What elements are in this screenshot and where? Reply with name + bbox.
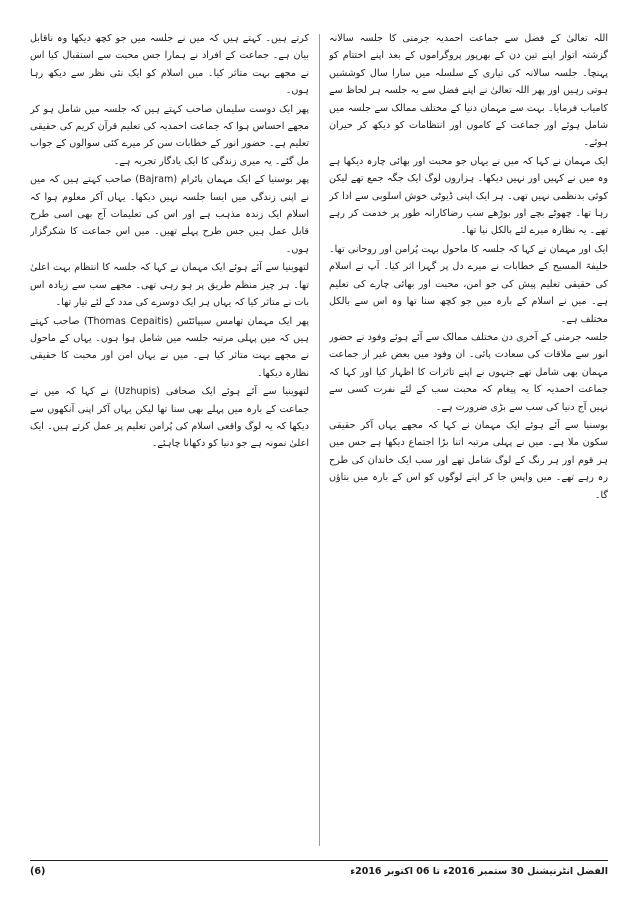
paragraph: پھر ایک مہمان تھامس سیپائٹس (Thomas Cepaitis) صاحب کہتے ہیں کہ میں پہلی مرتبہ جلسہ میں شامل ہوا ہوں۔ یہاں کے ماحول نے مجھے بہت متاثر کیا ہے۔ میں نے یہاں امن اور محبت کا حقیقی نظارہ دیکھا۔ bbox=[30, 315, 309, 379]
paragraph: اللہ تعالیٰ کے فضل سے جماعت احمدیہ جرمنی کا جلسہ سالانہ گزشتہ اتوار اپنے تین دن کے بھرپور پروگراموں کے بعد اپنے اختتام کو پہنچا۔ جلسہ سالانہ کی تیاری کے سلسلہ میں سارا سال کوششیں ہوتی رہیں اور پھر اللہ تعالیٰ نے اپنے فضل سے یہ جلسہ ہر لحاظ سے کامیاب فرمایا۔ بہت سے مہمان دنیا کے مختلف ممالک سے جلسہ میں شامل ہوئے اور جماعت کے کاموں اور انتظامات کو دیکھ کر حیران ہوئے۔ bbox=[329, 33, 608, 149]
page-footer bbox=[30, 865, 608, 879]
paragraph: جلسہ جرمنی کے آخری دن مختلف ممالک سے آئے ہوئے وفود نے حضور انور سے ملاقات کی سعادت پائی۔ ان وفود میں بعض غیر از جماعت مہمان بھی شامل تھے جنہوں نے اپنے تاثرات کا اظہار کیا اور کہا کہ جماعت احمدیہ کا یہ پیغام کہ محبت سب کے لئے نفرت کسی سے نہیں آج دنیا کی سب سے بڑی ضرورت ہے۔ bbox=[329, 331, 608, 413]
paragraph: پھر بوسنیا کے ایک مہمان بائرام (Bajram) صاحب کہتے ہیں کہ میں نے اپنی زندگی میں ایسا جلسہ نہیں دیکھا۔ یہاں آکر معلوم ہوا کہ اسلام ایک زندہ مذہب ہے اور اس کی تعلیمات آج بھی اسی طرح قابل عمل ہیں جس طرح پہلے تھیں۔ میں اس جماعت کا شکرگزار ہوں۔ bbox=[30, 174, 309, 255]
paragraph: لتھوینیا سے آئے ہوئے ایک مہمان نے کہا کہ جلسہ کا انتظام بہت اعلیٰ تھا۔ ہر چیز منظم طریق پر ہو رہی تھی۔ مجھے سب سے زیادہ اس بات نے متاثر کیا کہ یہاں ہر ایک دوسرے کی مدد کے لئے تیار تھا۔ bbox=[30, 262, 309, 309]
left-column bbox=[30, 30, 309, 852]
right-column bbox=[329, 30, 608, 852]
paragraph: ایک اور مہمان نے کہا کہ جلسہ کا ماحول بہت پُرامن اور روحانی تھا۔ خلیفۃ المسیح کے خطابات نے میرے دل پر گہرا اثر کیا۔ آپ نے اسلام کی حقیقی تعلیم پیش کی جو امن، محبت اور بھائی چارے کی تعلیم ہے۔ میں نے اسلام کے بارہ میں جو کچھ سنا تھا وہ اس سے بالکل مختلف ہے۔ bbox=[329, 243, 608, 325]
footer-divider bbox=[30, 860, 608, 861]
page-number: (6) bbox=[30, 866, 46, 877]
paragraph: کرتے ہیں۔ کہتے ہیں کہ میں نے جلسہ میں جو کچھ دیکھا وہ ناقابل بیان ہے۔ جماعت کے افراد نے ہمارا جس محبت سے استقبال کیا اس نے مجھے بہت متاثر کیا۔ میں اسلام کو ایک نئی نظر سے دیکھ رہا ہوں۔ bbox=[30, 33, 309, 97]
paragraph: پھر ایک دوست سلیمان صاحب کہتے ہیں کہ جلسہ میں شامل ہو کر مجھے احساس ہوا کہ جماعت احمدیہ کی تعلیم قرآن کریم کی حقیقی تعلیم ہے۔ حضور انور کے خطابات سن کر میرے کئی سوالوں کے جواب مل گئے۔ یہ میری زندگی کا ایک یادگار تجربہ ہے۔ bbox=[30, 103, 309, 167]
paragraph: لتھوینیا سے آئے ہوئے ایک صحافی (Uzhupis) نے کہا کہ میں نے جماعت کے بارہ میں پہلے بھی سنا تھا لیکن یہاں آکر اپنی آنکھوں سے دیکھا کہ یہ لوگ واقعی اسلام کی پُرامن تعلیم پر عمل کرتے ہیں۔ ایک اعلیٰ نمونہ ہے جو دنیا کو دکھانا چاہئے۔ bbox=[30, 386, 309, 450]
paragraph: ایک مہمان نے کہا کہ میں نے یہاں جو محبت اور بھائی چارہ دیکھا ہے وہ میں نے کہیں اور نہیں دیکھا۔ ہزاروں لوگ ایک جگہ جمع تھے لیکن کوئی بدنظمی نہیں تھی۔ ہر ایک اپنی ڈیوٹی خوش اسلوبی سے ادا کر رہا تھا۔ چھوٹے بچے اور بوڑھے سب رضاکارانہ طور پر خدمت کر رہے تھے۔ یہ نظارہ میرے لئے بالکل نیا تھا۔ bbox=[329, 155, 608, 237]
footer-publication-line: الفضل انٹرنیشنل 30 ستمبر 2016ء تا 06 اکتوبر 2016ء bbox=[350, 866, 608, 877]
column-divider bbox=[319, 34, 320, 846]
paragraph: بوسنیا سے آئے ہوئے ایک مہمان نے کہا کہ مجھے یہاں آکر حقیقی سکون ملا ہے۔ میں نے پہلی مرتبہ اتنا بڑا اجتماع دیکھا ہے جس میں ہر قوم اور ہر رنگ کے لوگ شامل تھے اور سب ایک خاندان کی طرح رہ رہے تھے۔ میں واپس جا کر اپنے لوگوں کو اس کے بارہ میں بتاؤں گا۔ bbox=[329, 419, 608, 501]
